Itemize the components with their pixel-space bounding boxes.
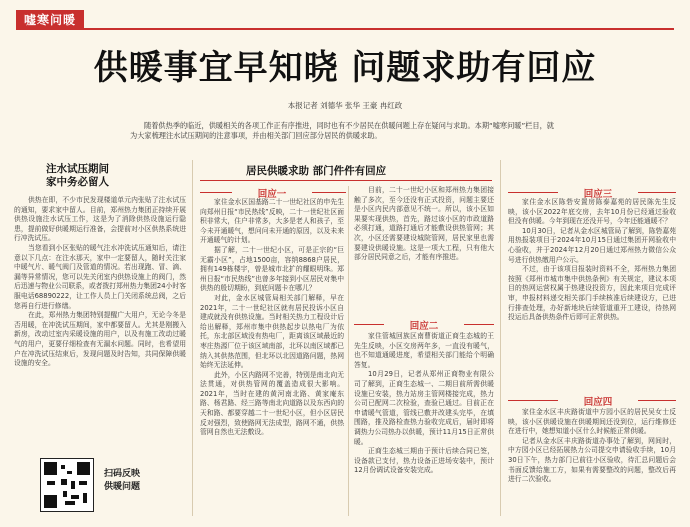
response-1-paragraph-2: 据了解，二十一世纪小区，可是正宗的“巨无霸小区”，占地1500亩，容纳8868户居民，拥有149栋楼宇，曾是城市北扩的耀眼明珠。郑州日报“市民热线”也曾多年接到小区居民对集中供热的殷切期盼，到底问题卡在哪儿？: [200, 245, 344, 293]
response-3-paragraph-1: 家住金水区陈砦安置房陈泰嘉苑的居民陈先生反映，该小区2022年底交房，去年10月份已经通过验收但没有供暖。今年到现在还没开号，今年还能通暖不？: [508, 198, 676, 226]
section-title-3: 回应三: [583, 189, 613, 200]
response-3: [508, 198, 676, 388]
qr-code[interactable]: [40, 458, 94, 512]
left-paragraph-2: 当您看到小区张贴的暖气注水冲洗试压通知后，请注意以下几点：在注水那天，家中一定要留人，随时关注家中暖气片、暖气阀门及管道的情况。若出现跑、冒、滴、漏等异常情况，您可以先关闭室内供热设施上的阀门，然后迅速与物业公司联系，或者拨打郑州热力集团24小时客服电话68890222，让工作人员上门关闭系统总阀，之后您再自行进行修缮。: [14, 243, 186, 310]
section-title-4: 回应四: [583, 397, 613, 408]
response-1-part-a: [200, 198, 344, 516]
left-subtitle-line-1: 注水试压期间: [46, 163, 109, 175]
left-subtitle-line-2: 家中务必留人: [46, 176, 109, 188]
response-1-paragraph-3: 对此，金水区城管局相关部门解释，早在2021年，二十一世纪社区就有居民投诉小区自建成就没有供热设施。当时相关热力工程设计后给出解释，郑州市集中供热起步以热电厂为依托，东北部区域没有热电厂，距离该区域最近的枣庄热源厂位于该区域南部，北环以南区域都已纳入其供热范围，但北环以北因道路问题，热网始终无法延伸。: [200, 293, 344, 370]
response-2-paragraph-2: 10月29日，记者从郑州正商物业有限公司了解到，正商生态城一、二期目前所需供暖设施已安装，热力站房主管网楼接完成，热力公司已配网二次检验，查验已通过。目前正在申请暖气管道，管线已敷并改建头完毕，在填围路，推及路检查热力验收完成后，届时即将调热力公司热办以供暖，预计11月15日正常供暖。: [354, 370, 494, 446]
qr-label: [104, 468, 140, 494]
mid-subtitle-rule: [200, 180, 492, 181]
response-4-paragraph-2: 记者从金水区丰庆路街道办事处了解到，网间时，中方园小区已经拓展热力公司提交申请验收手续，10月30日下午，热力部门已前往小区验收，待汇总问题后会书面反馈给施工方，如果有需要整改的问题，整改后再进行二次验收。: [508, 436, 676, 484]
left-paragraph-3: 在此，郑州热力集团特别提醒广大用户，无论今冬是否用暖，在冲洗试压期间，家中都要留人。尤其是刚搬入新房，改动过室内采暖设施的用户，以及有施工改动过暖气的用户，更要仔细检查有无漏水问题。同时，也希望用户在冲洗试压结束后，发现问题及时告知，共同保障供暖设施的安全。: [14, 311, 186, 368]
response-4: [508, 408, 676, 516]
response-2-paragraph-3: 正商生态城三期由于预计后续合同已签，设备款已支付，热力设备正进场安装中，预计12月份调试设备安装完成。: [354, 447, 494, 475]
left-article: [14, 196, 186, 454]
column-divider-right: [500, 160, 501, 516]
column-tag: 嘘寒问暖: [16, 10, 84, 29]
response-1-paragraph-5: 目前，二十一世纪小区和郑州热力集团接触了多次，至今还没有正式投资，问题主要还是小区内民内部意见不统一。所以，该小区如果要实现供热，首先，路过该小区的市政道路必须打通，道路打通后才能敷设供热管网；其次，小区还需要建设城院管网，居民家里也需要建设供暖设施。这是一项大工程，只有他大部分居民同意之后，才能有序推进。: [354, 186, 494, 262]
qr-label-line-2: 供暖问题: [104, 482, 141, 492]
lead-paragraph: 随着供热季的临近，供暖相关的各项工作正有序推进，同时也有不少居民在供暖问题上存在疑问与求助。本期“嘘寒问暖”栏目，就为大家梳理注水试压期间的注意事项，并由相关部门回应部分居民的供暖求助。: [130, 121, 554, 140]
response-1-paragraph-1: 家住金水区国基路二十一世纪社区的申先生向郑州日报“市民热线”反映，二十一世纪社区面积非常大，住户非常多，大多是老人和孩子，至今未开通暖气，想问问未开通的原因，以及未来开通暖气的计划。: [200, 198, 344, 245]
mid-subtitle: 居民供暖求助 部门件件有回应: [246, 165, 387, 177]
response-2: [354, 332, 494, 516]
response-1-paragraph-4: 此外，小区内路网不完善，特别是南北向无法贯通，对供热管网的覆盖造成很大影响。2021年，当时在建的黄河南北路、黄家庵东路、杨君路、经三路等南北向道路以及东西向的天和路、都要穿越二十一世纪小区，但小区居民反对强烈，致使路网无法成型，路网不通，供热管网自然也无法敷设。: [200, 370, 344, 437]
response-3-paragraph-2: 10月30日，记者从金水区城管局了解到，陈砦嘉苑用热报装项目于2024年10月15日通过集团开网验收中心验收，并于2024年12月20日通过郑州热力微信公众号进行供热缴用户公示。: [508, 226, 676, 264]
headline: 供暖事宜早知晓 问题求助有回应: [93, 48, 597, 88]
column-rule: [16, 28, 674, 30]
left-subtitle: [46, 163, 109, 189]
byline: 本报记者 刘德华 张华 王豪 冉红政: [287, 101, 403, 110]
column-divider-left: [192, 160, 193, 516]
response-4-paragraph-1: 家住金水区丰庆路街道中方园小区的居民吴女士反映，该小区供暖设施在供暖期间还没到位，运行维修还在进行中，她想知道小区什么时候能正常供暖。: [508, 408, 676, 436]
response-1-part-b: [354, 186, 494, 316]
response-3-paragraph-3: 不过，由于该项目报装时资料不全，郑州热力集团按照《郑州市城市集中供热条例》有关规定，建议本项目的热网运营权属于热建设投资方，因此来项目完成评审，申报材料递交相关部门手续核准后续建设方，已进行排查处理，办好新地块后续管道重开工建设，待热网投运后具备供热条件后即可正常供热。: [508, 265, 676, 322]
qr-label-line-1: 扫码反映: [104, 469, 141, 479]
section-title-1: 回应一: [257, 189, 287, 200]
column-divider-mid: [348, 186, 349, 516]
left-paragraph-1: 供热在即，不少市民发现楼道单元内张贴了注水试压的通知，要求家中留人。目前，郑州热力集团正持续开展供热设施注水试压工作，这是为了消除供热设施运行隐患，提前做好供暖期运行准备，会提前对小区供热系统进行冲洗试压。: [14, 196, 186, 243]
section-title-2: 回应二: [409, 321, 439, 332]
response-2-paragraph-1: 家住管城回族区南曹街道正商生态城的王先生反映，小区交房两年多，一直没有暖气，也不知道通暖进度，希望相关部门能给个明确答复。: [354, 332, 494, 369]
